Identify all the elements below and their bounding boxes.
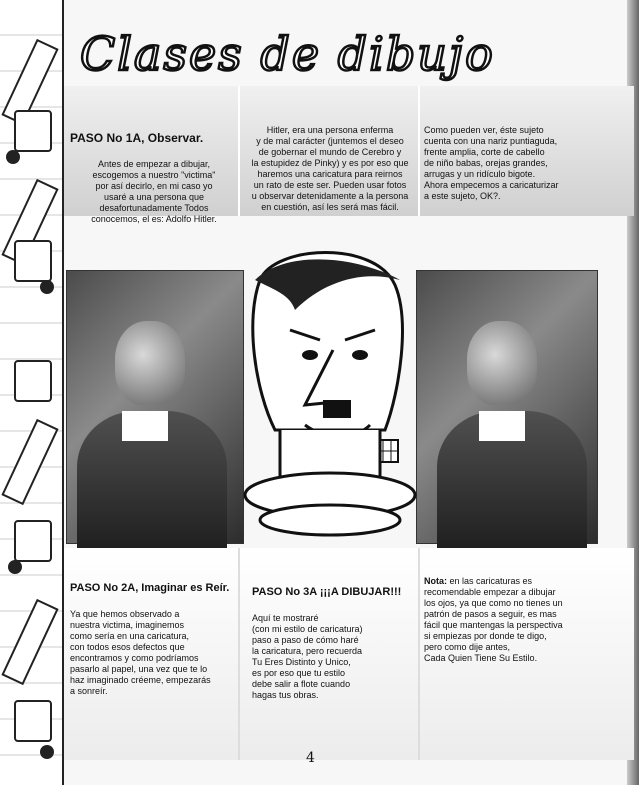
page-number: 4 <box>306 750 315 766</box>
character-icon <box>14 240 52 282</box>
page-title-text: Clases de dibujo <box>80 27 495 81</box>
band-divider <box>238 86 240 216</box>
nota-label: Nota: <box>424 576 447 586</box>
character-icon <box>14 110 52 152</box>
page-title <box>70 20 495 84</box>
sujeto-description: Como pueden ver, éste sujeto cuenta con una nariz puntiaguda, frente amplia, corte de cabello de niño babas, orejas grandes, arrugas y un ridículo bigote. Ahora empecemos a caricaturizar a este sujeto, OK?. <box>424 125 559 201</box>
paso3-text: Aquí te mostraré (con mi estilo de caricatura) paso a paso de cómo haré la caricatura, pero recuerda Tu Eres Distinto y Unico, es por eso que tu estilo debe salir a flote cuando hagas tus obras. <box>252 613 363 700</box>
decorative-border <box>0 0 64 785</box>
character-icon <box>14 360 52 402</box>
pencil-icon <box>1 599 58 685</box>
character-icon <box>14 700 52 742</box>
paso3-heading: PASO No 3A ¡¡¡A DIBUJAR!!! <box>252 586 402 598</box>
caricature-drawing <box>235 240 420 540</box>
nota-text: en las caricaturas es recomendable empezar a dibujar los ojos, ya que como no tienes un patrón de pasos a seguir, es mas fácil que mantengas la perspectiva si empiezas por donde te digo, pero como dije antes, Cada Quien Tiene Su Estilo. <box>424 576 563 663</box>
paso1-heading: PASO No 1A, Observar. <box>70 131 204 145</box>
hitler-photo-left <box>66 270 244 544</box>
paso2-section <box>70 572 240 708</box>
ball-icon <box>40 280 54 294</box>
hitler-description: Hitler, era una persona enferma y de mal carácter (juntemos el deseo de gobernar el mundo de Cerebro y la estupidez de Pinky) y es por eso que haremos una caricatura para reirnos un rato de este ser. Pueden usar fotos u observar detenidamente a la persona en cuestión, así les será mas fácil. <box>251 125 409 212</box>
character-icon <box>14 520 52 562</box>
photo-head <box>467 321 537 405</box>
paso1-text: Antes de empezar a dibujar, escogemos a nuestro "victima" por así decirlo, en mi caso yo usaré a una persona que desafortunadamente Todos conocemos, el es: Adolfo Hitler. <box>91 159 217 224</box>
ball-icon <box>40 745 54 759</box>
ball-icon <box>8 560 22 574</box>
ball-icon <box>6 150 20 164</box>
pencil-icon <box>1 419 58 505</box>
nota-section <box>424 576 594 664</box>
hitler-photo-right <box>416 270 598 544</box>
paso2-heading: PASO No 2A, Imaginar es Reír. <box>70 582 230 594</box>
paso2-text: Ya que hemos observado a nuestra victima, imaginemos como sería en una caricatura, con todos esos defectos que encontramos y como podríamos pasarlo al papel, una vez que te lo haz imaginado créeme, empezarás a sonreír. <box>70 609 211 696</box>
paso3-section <box>252 576 420 712</box>
photo-head <box>115 321 185 405</box>
photo-collar <box>122 411 168 441</box>
photo-collar <box>479 411 525 441</box>
paso1-section <box>70 122 238 236</box>
band-divider <box>418 86 420 216</box>
